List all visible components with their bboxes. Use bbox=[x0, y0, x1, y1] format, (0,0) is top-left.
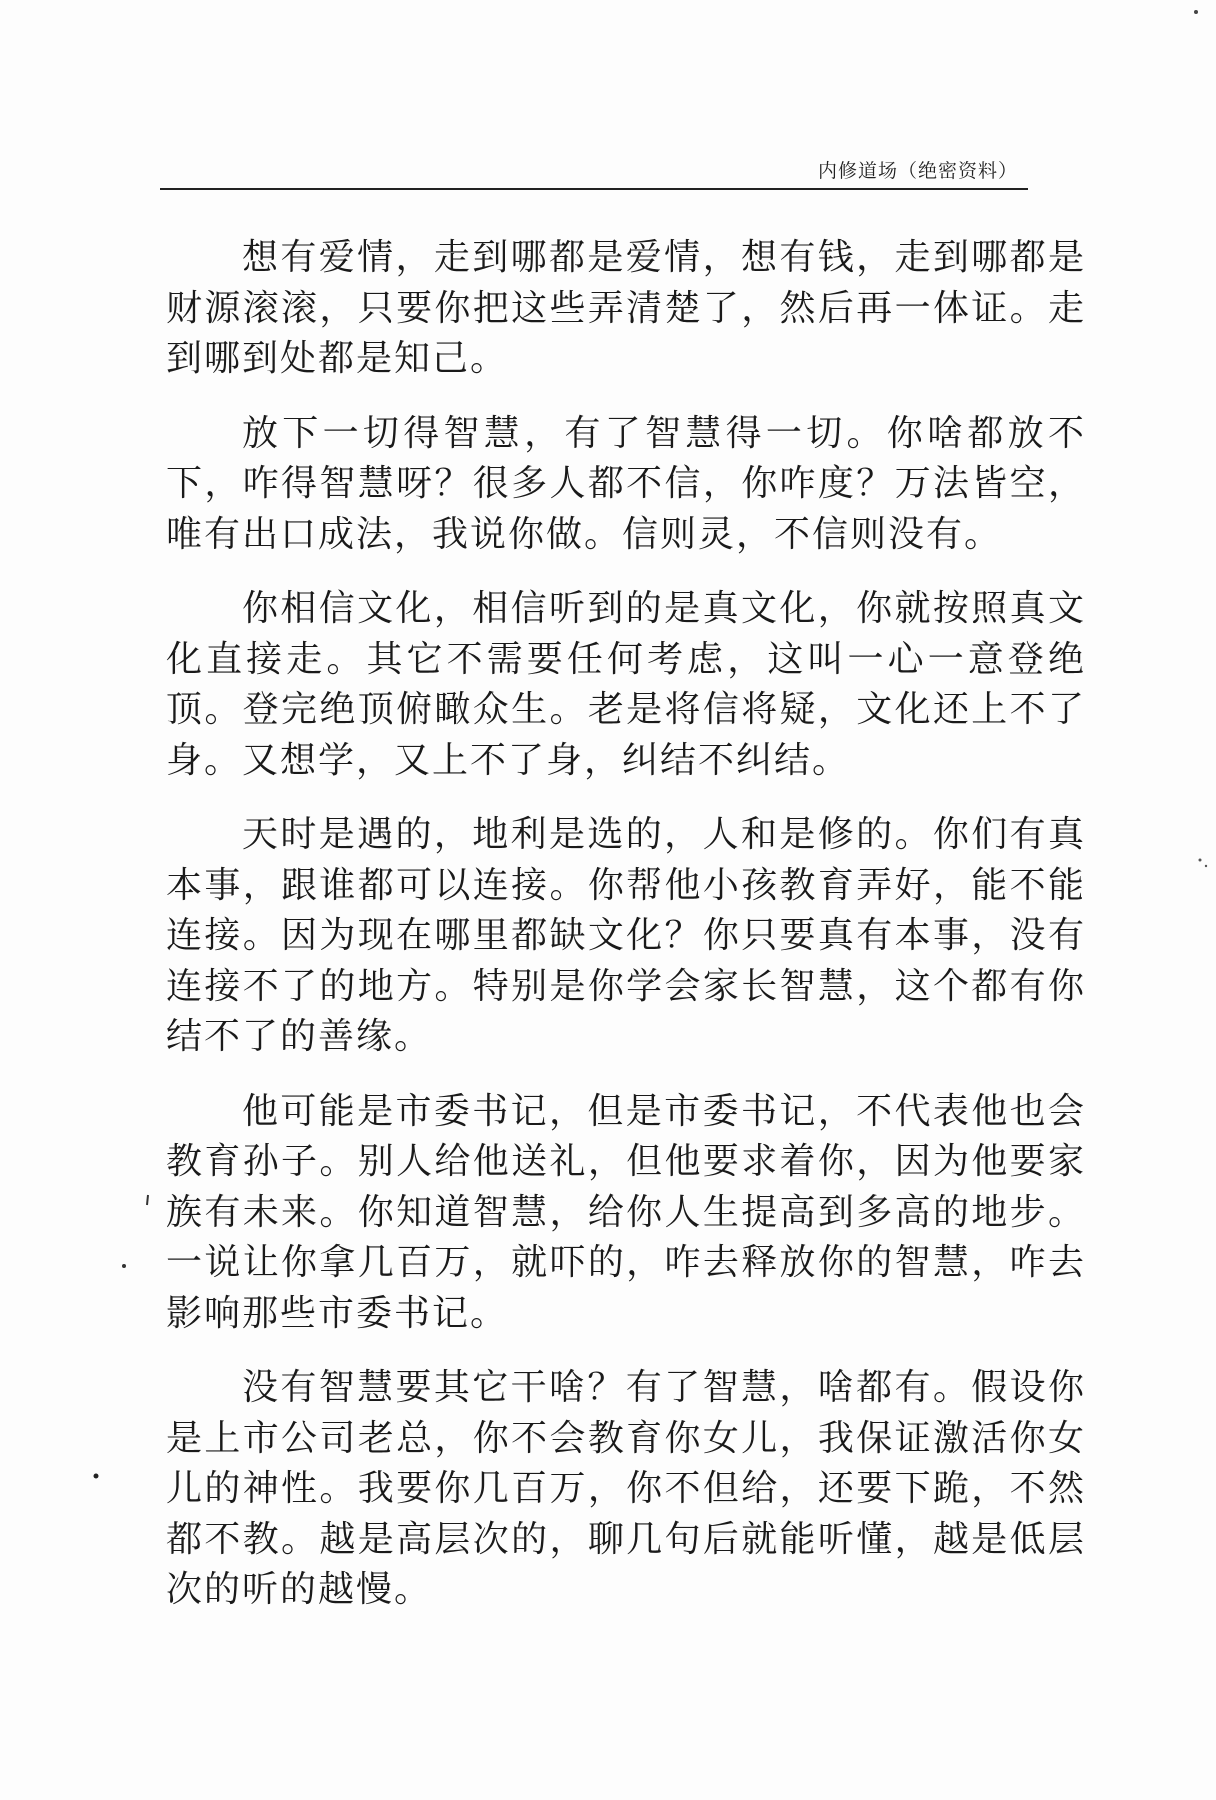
running-title: 内修道场（绝密资料） bbox=[817, 160, 1018, 182]
scan-speck bbox=[1194, 10, 1198, 14]
paragraph-4: 天时是遇的，地利是选的，人和是修的。你们有真本事，跟谁都可以连接。你帮他小孩教育弄好，能不能连接。因为现在哪里都缺文化？你只要真有本事，没有连接不了的地方。特别是你学会家长智慧，这个都有你结不了的善缘。 bbox=[166, 814, 1086, 1057]
scan-speck bbox=[1199, 859, 1202, 862]
header-rule bbox=[160, 188, 1028, 190]
scan-speck bbox=[147, 1195, 148, 1205]
scan-speck bbox=[1205, 865, 1207, 867]
paragraph-3: 你相信文化，相信听到的是真文化，你就按照真文化直接走。其它不需要任何考虑，这叫一心一意登绝顶。登完绝顶俯瞰众生。老是将信将疑，文化还上不了身。又想学，又上不了身，纠结不纠结。 bbox=[166, 588, 1086, 781]
paragraph-1: 想有爱情，走到哪都是爱情，想有钱，走到哪都是财源滚滚，只要你把这些弄清楚了，然后再一体证。走到哪到处都是知己。 bbox=[166, 237, 1086, 379]
paragraph-5: 他可能是市委书记，但是市委书记，不代表他也会教育孙子。别人给他送礼，但他要求着你，因为他要家族有未来。你知道智慧，给你人生提高到多高的地步。一说让你拿几百万，就吓的，咋去释放你的智慧，咋去影响那些市委书记。 bbox=[166, 1090, 1086, 1334]
running-header bbox=[160, 150, 1028, 190]
scan-speck bbox=[94, 1474, 99, 1479]
body-text bbox=[166, 233, 1086, 1640]
scan-speck bbox=[122, 1264, 126, 1268]
paragraph-6: 没有智慧要其它干啥？有了智慧，啥都有。假设你是上市公司老总，你不会教育你女儿，我保证激活你女儿的神性。我要你几百万，你不但给，还要下跪，不然都不教。越是高层次的，聊几句后就能听懂，越是低层次的听的越慢。 bbox=[166, 1367, 1086, 1610]
paragraph-2: 放下一切得智慧，有了智慧得一切。你啥都放不下，咋得智慧呀？很多人都不信，你咋度？万法皆空，唯有出口成法，我说你做。信则灵，不信则没有。 bbox=[166, 412, 1086, 555]
